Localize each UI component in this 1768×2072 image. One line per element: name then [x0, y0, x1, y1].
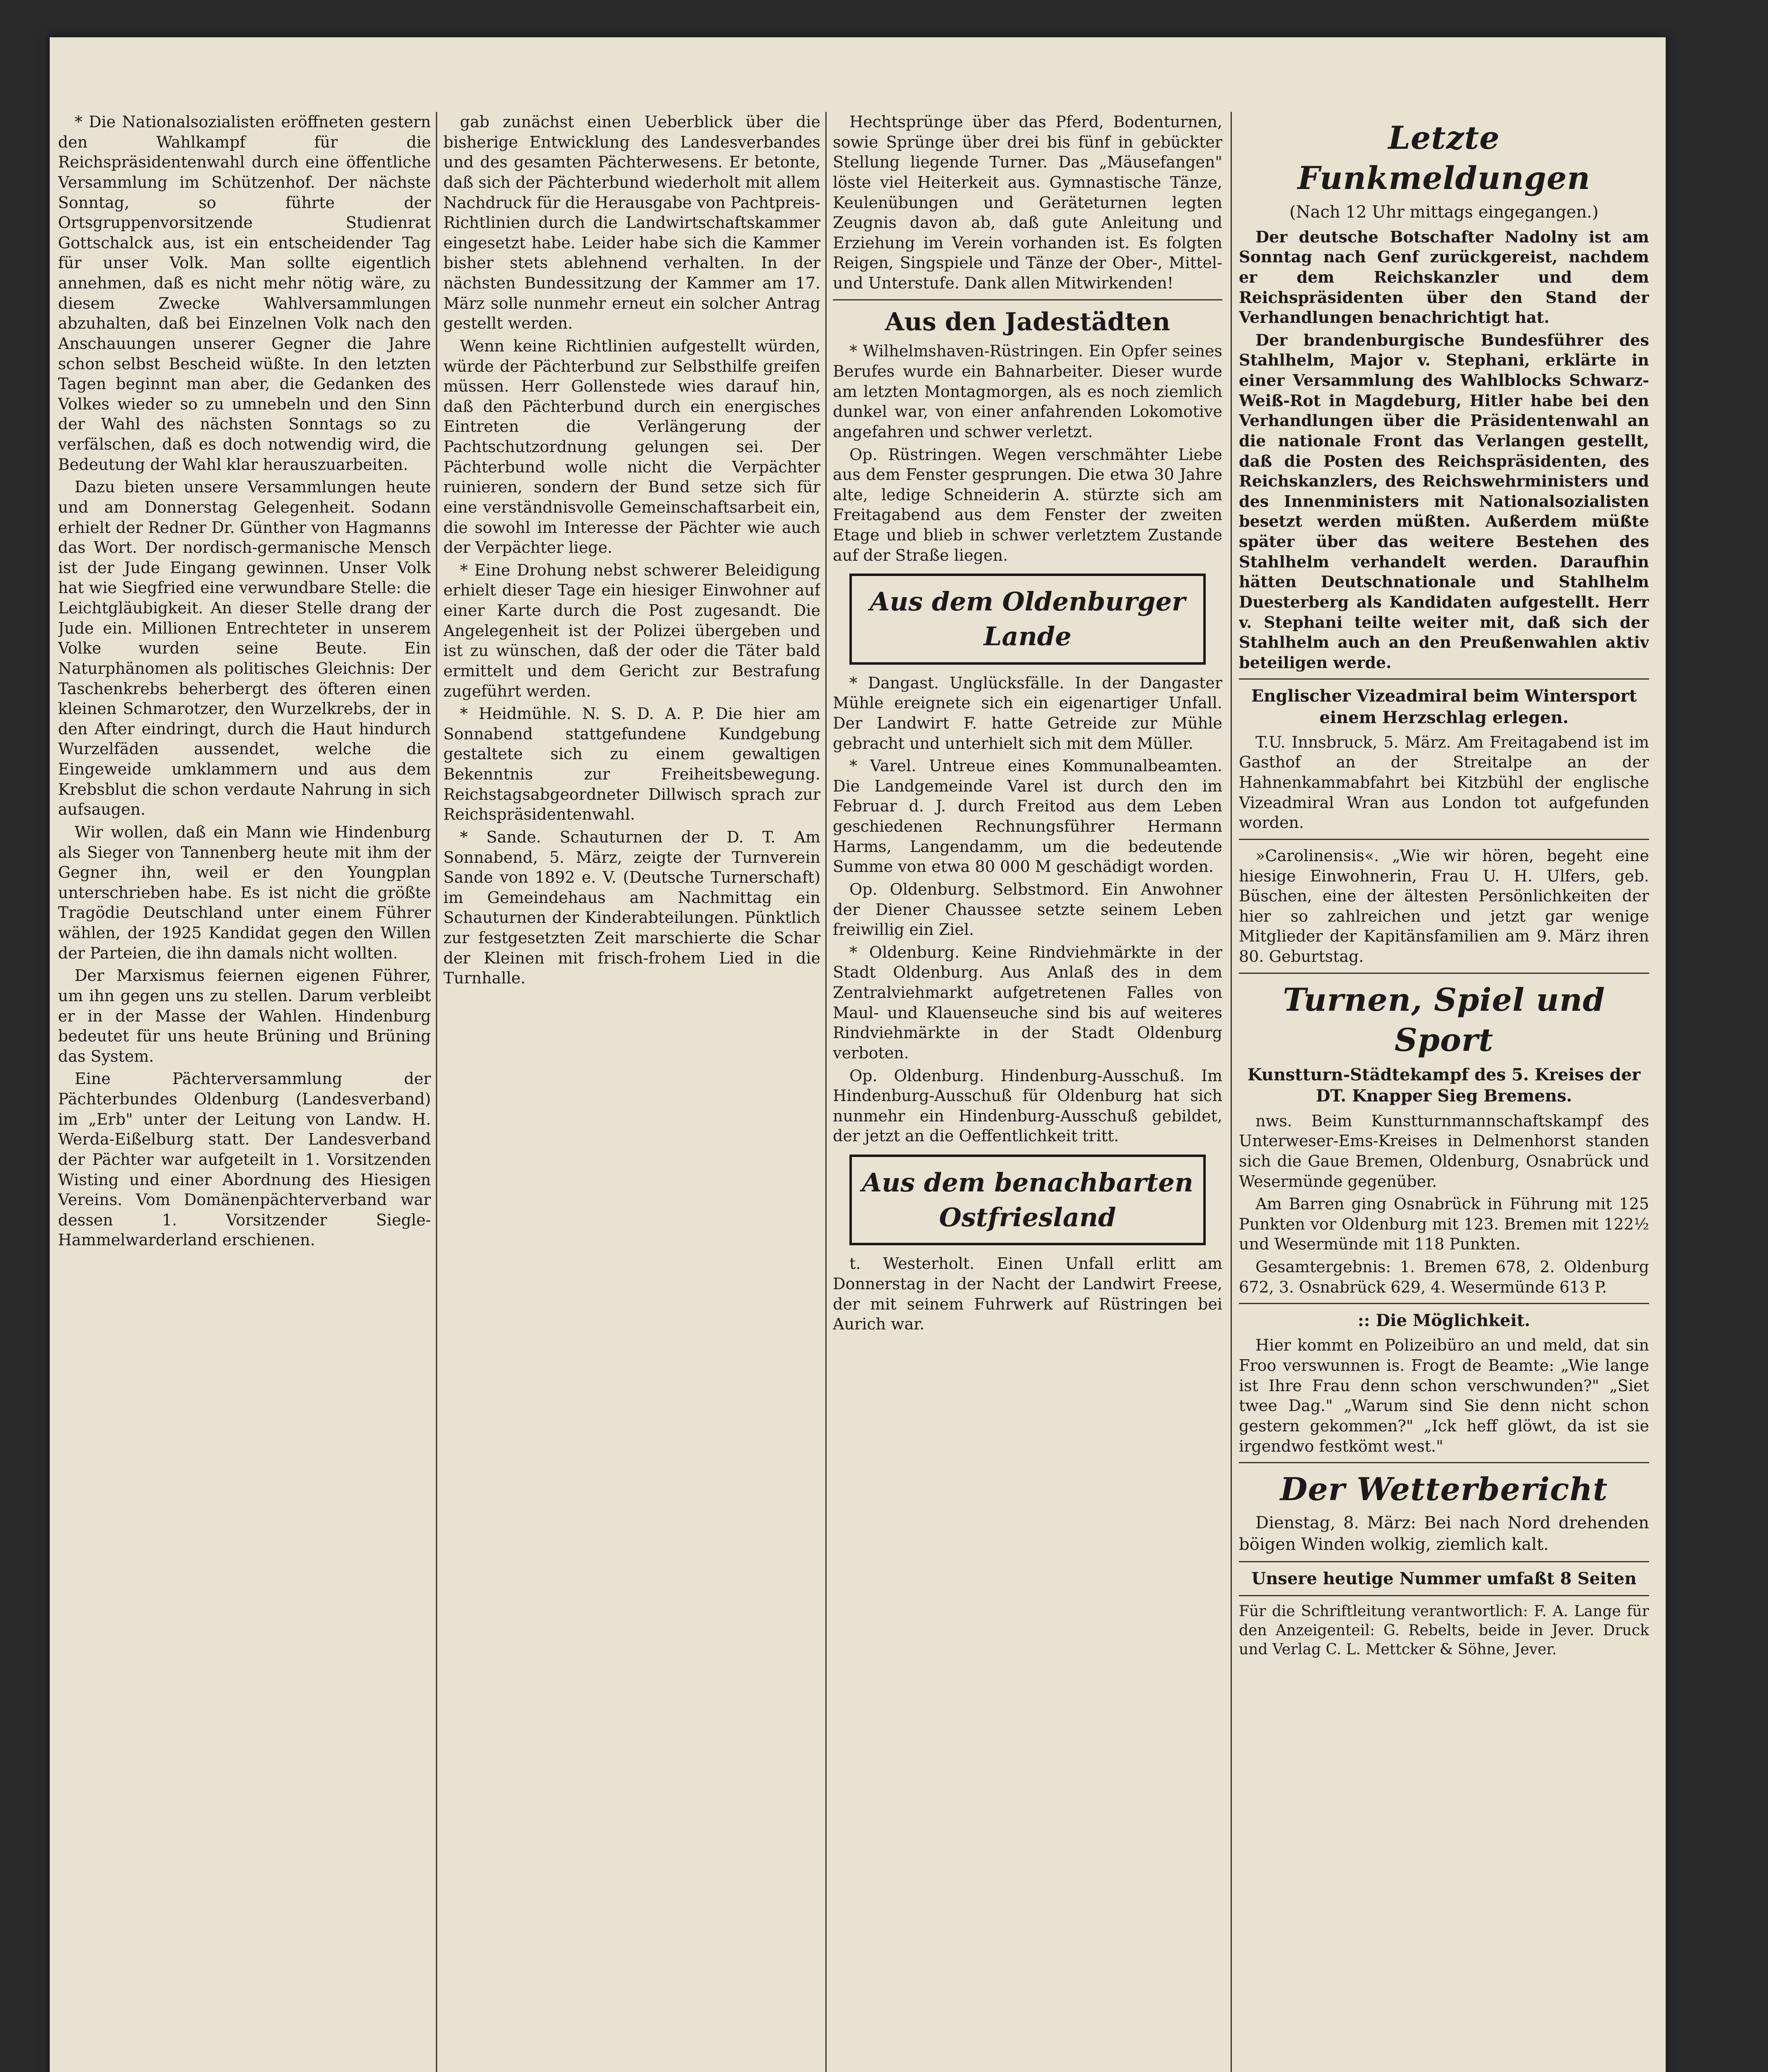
- article-paragraph: Op. Rüstringen. Wegen verschmähter Liebe aus dem Fenster gesprungen. Die etwa 30 Jahre alte, ledige Schneiderin A. stürzte sich am Freitagabend aus dem Fenster der zweiten Etage und blieb in schwer verletztem Zustande auf der Straße liegen.: [833, 445, 1222, 564]
- section-heading-wetter: Der Wetterbericht: [1280, 1471, 1608, 1508]
- article-paragraph: * Die Nationalsozialisten eröffneten gestern den Wahlkampf für die Reichspräsidentenwahl durch eine öffentliche Versammlung im Schützenhof. Der nächste Sonntag, so führte der Ortsgruppenvorsitzende Studienrat Gottschalck aus, ist ein entscheidender Tag für unser Volk. Man sollte eigentlich annehmen, daß es nicht mehr nötig wäre, zu diesem Zwecke Wahlversammlungen abzuhalten, daß bei Einzelnen Volk nach den Anschauungen unserer Gegner die Jahre schon selbst Bescheid wüßte. In den letzten Tagen beginnt man aber, die Gedanken des Volkes wieder so zu umnebeln und den Sinn der Wahl des nächsten Sonntags so zu verfälschen, daß es doch notwendig wird, die Bedeutung der Wahl klar herauszuarbeiten.: [58, 113, 431, 474]
- article-paragraph: Am Barren ging Osnabrück in Führung mit 125 Punkten vor Oldenburg mit 123. Bremen mit 122½ und Wesermünde mit 118 Punkten.: [1239, 1195, 1649, 1254]
- column-3: [833, 112, 1222, 2072]
- article-paragraph: Eine Pächterversammlung der Pächterbundes Oldenburg (Landesverband) im „Erb" unter der Leitung von Landw. H. Werda-Eißelburg statt. Der Landesverband der Pächter war aufgeteilt in 1. Vorsitzenden Wisting und einer Abordnung des Hiesigen Vereins. Vom Domänenpächterverband war dessen 1. Vorsitzender Siegle-Hammelwarderland erschienen.: [58, 1070, 431, 1249]
- article-paragraph: Gesamtergebnis: 1. Bremen 678, 2. Oldenburg 672, 3. Osnabrück 629, 4. Wesermünde 613 P.: [1239, 1258, 1649, 1296]
- divider: [1239, 678, 1649, 680]
- divider: [1239, 1462, 1649, 1463]
- article-paragraph: t. Westerholt. Einen Unfall erlitt am Donnerstag in der Nacht der Landwirt Freese, der mit seinem Fuhrwerk auf Rüstringen bei Aurich war.: [833, 1254, 1222, 1334]
- column-rule: [1231, 112, 1232, 2072]
- article-paragraph: * Wilhelmshaven-Rüstringen. Ein Opfer seines Berufes wurde ein Bahnarbeiter. Dieser wurde am letzten Montagmorgen, als es noch ziemlich dunkel war, von einer anfahrenden Lokomotive angefahren und schwer verletzt.: [833, 342, 1222, 441]
- news-item: Der deutsche Botschafter Nadolny ist am Sonntag nach Genf zurückgereist, nachdem er dem Reichskanzler und dem Reichspräsidenten über den Stand der Verhandlungen benachrichtigt hat.: [1239, 227, 1649, 327]
- section-box-ostfriesland: Aus dem benachbarten Ostfriesland: [849, 1155, 1206, 1245]
- article-paragraph: Wenn keine Richtlinien aufgestellt würden, würde der Pächterbund zur Selbsthilfe greifen müssen. Herr Gollenstede wies darauf hin, daß den Pächterbund durch ein energisches Eintreten die Verlängerung der Pachtschutzordnung gelungen sei. Der Pächterbund wolle nicht die Verpächter ruinieren, sondern der Bund setze sich für eine verständnisvolle Gemeinschaftsarbeit ein, die sowohl im Interesse der Pächter wie auch der Verpächter liege.: [443, 336, 820, 557]
- article-paragraph: T.U. Innsbruck, 5. März. Am Freitagabend ist im Gasthof an der Streitalpe an der Hahnenkammabfahrt bei Kitzbühl der englische Vizeadmiral Wran aus London tot aufgefunden worden.: [1239, 733, 1649, 832]
- divider: [1239, 973, 1649, 974]
- divider: [1239, 839, 1649, 840]
- article-paragraph: Hechtsprünge über das Pferd, Bodenturnen, sowie Sprünge über drei bis fünf in gebückter Stellung liegende Turner. Das „Mäusefangen" löste viel Heiterkeit aus. Gymnastische Tänze, Keulenübungen und Geräteturnen legten Zeugnis davon ab, daß gute Anleitung und Erziehung im Verein vorhanden ist. Es folgten Reigen, Singspiele und Tänze der Ober-, Mittel- und Unterstufe. Dank allen Mitwirkenden!: [833, 113, 1222, 292]
- column-2: [443, 112, 820, 2072]
- article-paragraph: »Carolinensis«. „Wie wir hören, begeht eine hiesige Einwohnerin, Frau U. H. Ulfers, geb. Büschen, eine der ältesten Persönlichkeiten der hier so zahlreichen und jetzt gar wenige Mitglieder der Kapitänsfamilien am 9. März ihren 80. Geburtstag.: [1239, 846, 1649, 966]
- section-heading-moeglichkeit: :: Die Möglichkeit.: [1357, 1311, 1531, 1331]
- divider: [1239, 1303, 1649, 1304]
- article-paragraph: Hier kommt en Polizeibüro an und meld, dat sin Froo verswunnen is. Frogt de Beamte: „Wie lange ist Ihre Frau denn schon verschwunden?" „Siet twee Dag." „Warum sind Sie denn nicht schon gestern gekommen?" „Ick heff glöwt, da ist sie irgendwo festkömt west.": [1239, 1336, 1649, 1455]
- divider: [1239, 1561, 1649, 1562]
- article-headline: Kunstturn-Städtekampf des 5. Kreises der DT. Knapper Sieg Bremens.: [1247, 1065, 1641, 1106]
- article-paragraph: * Dangast. Unglücksfälle. In der Dangaster Mühle ereignete sich ein eigenartiger Unfall. Der Landwirt F. hatte Getreide zur Mühle gebracht und unterhielt sich mit dem Müller.: [833, 673, 1222, 753]
- article-paragraph: * Eine Drohung nebst schwerer Beleidigung erhielt dieser Tage ein hiesiger Einwohner auf einer Karte durch die Post zugesandt. Die Angelegenheit ist der Polizei übergeben und ist zu wünschen, daß der oder die Täter bald ermittelt und dem Gericht zur Bestrafung zugeführt werden.: [443, 561, 820, 700]
- article-paragraph: * Varel. Untreue eines Kommunalbeamten. Die Landgemeinde Varel ist durch den im Februar d. J. durch Freitod aus dem Leben geschiedenen Rechnungsführer Hermann Harms, Langendamm, um die bedeutende Summe von etwa 80 000 M geschädigt worden.: [833, 757, 1222, 876]
- section-box-oldenburger-lande: Aus dem Oldenburger Lande: [849, 574, 1206, 664]
- column-rule: [825, 112, 827, 2072]
- article-paragraph: * Sande. Schauturnen der D. T. Am Sonnabend, 5. März, zeigte der Turnverein Sande von 1892 e. V. (Deutsche Turnerschaft) im Gemeindehaus am Nachmittag ein Schauturnen der Kinderabteilungen. Pünktlich zur festgesetzten Zeit marschierte die Schar der Kleinen mit frisch-frohem Lied in die Turnhalle.: [443, 828, 820, 988]
- column-rule: [436, 112, 437, 2072]
- article-headline: Englischer Vizeadmiral beim Wintersport einem Herzschlag erlegen.: [1251, 686, 1637, 727]
- issue-note: Unsere heutige Nummer umfaßt 8 Seiten: [1251, 1569, 1637, 1588]
- column-4: [1239, 112, 1649, 2072]
- divider: [833, 299, 1222, 300]
- column-1: [58, 112, 431, 2072]
- section-heading-sport: Turnen, Spiel und Sport: [1283, 981, 1605, 1058]
- news-item: Der brandenburgische Bundesführer des Stahlhelm, Major v. Stephani, erklärte in einer Versammlung des Wahlblocks Schwarz-Weiß-Rot in Magdeburg, Hitler habe bei den Verhandlungen über die Präsidentenwahl an die nationale Front das Verlangen gestellt, daß die Posten des Reichspräsidenten, des Reichskanzlers, des Reichswehrministers und des Innenministers mit Nationalsozialisten besetzt werden müßten. Außerdem müßte später über das weitere Bestehen des Stahlhelm verhandelt werden. Daraufhin hätten Deutschnationale und Stahlhelm Duesterberg als Kandidaten aufgestellt. Herr v. Stephani teilte weiter mit, daß sich der Stahlhelm auch an den Preußenwahlen aktiv beteiligen werde.: [1239, 330, 1649, 672]
- newspaper-page: [50, 37, 1666, 2072]
- article-paragraph: Wir wollen, daß ein Mann wie Hindenburg als Sieger von Tannenberg heute mit ihm der Gegner ihn, weil er den Youngplan unterschrieben habe. Es ist nicht die größte Tragödie Deutschland unter einem Führer wählen, der 1925 Kandidat gegen den Willen der Parteien, die ihn damals nicht wollten.: [58, 823, 431, 962]
- article-paragraph: Op. Oldenburg. Selbstmord. Ein Anwohner der Diener Chaussee setzte seinem Leben freiwillig ein Ziel.: [833, 880, 1222, 939]
- article-paragraph: Dazu bieten unsere Versammlungen heute und am Donnerstag Gelegenheit. Sodann erhielt der Redner Dr. Günther von Hagmanns das Wort. Der nordisch-germanische Mensch ist der Jude Eingang gewinnen. Unser Volk hat wie Siegfried eine verwundbare Stelle: die Leichtgläubigkeit. An dieser Stelle drang der Jude ein. Millionen Entrechteter in unserem Volke wurden seine Beute. Ein Naturphänomen als politisches Gleichnis: Der Taschenkrebs beherbergt des öfteren einen kleinen Schmarotzer, den Wurzelkrebs, der in den After eindringt, durch die Haut hindurch Wurzelfäden aussendet, welche die Eingeweide umklammern und aus dem Krebsblut die schon verdaute Nahrung in sich aufsaugen.: [58, 478, 431, 819]
- article-paragraph: gab zunächst einen Ueberblick über die bisherige Entwicklung des Landesverbandes und des gesamten Pächterwesens. Er betonte, daß sich der Pächterbund wiederholt mit allem Nachdruck für die Herausgabe von Pachtpreis-Richtlinien durch die Landwirtschaftskammer eingesetzt habe. Leider habe sich die Kammer bisher stets ablehnend verhalten. In der nächsten Bundessitzung der Kammer am 17. März solle nunmehr erneut ein solcher Antrag gestellt werden.: [443, 113, 820, 333]
- article-paragraph: * Heidmühle. N. S. D. A. P. Die hier am Sonnabend stattgefundene Kundgebung gestaltete sich zu einem gewaltigen Bekenntnis zur Freiheitsbewegung. Reichstagsabgeordneter Dillwisch sprach zur Reichspräsidentenwahl.: [443, 704, 820, 824]
- divider: [1239, 1595, 1649, 1596]
- article-paragraph: Der Marxismus feiernen eigenen Führer, um ihn gegen uns zu stellen. Darum verbleibt er in der Masse der Wahlen. Hindenburg bedeutet für uns heute Brüning und Brüning das System.: [58, 966, 431, 1065]
- section-subheading: (Nach 12 Uhr mittags eingegangen.): [1289, 202, 1599, 222]
- imprint: Für die Schriftleitung verantwortlich: F. A. Lange für den Anzeigenteil: G. Rebelts, beide in Jever. Druck und Verlag C. L. Mettcker & Söhne, Jever.: [1239, 1603, 1649, 1658]
- article-paragraph: nws. Beim Kunstturnmannschaftskampf des Unterweser-Ems-Kreises in Delmenhorst standen sich die Gaue Bremen, Oldenburg, Osnabrück und Wesermünde gegenüber.: [1239, 1111, 1649, 1191]
- weather-report: Dienstag, 8. März: Bei nach Nord drehenden böigen Winden wolkig, ziemlich kalt.: [1239, 1513, 1649, 1554]
- section-heading-funkmeldungen: Letzte Funkmeldungen: [1297, 119, 1591, 197]
- article-paragraph: * Oldenburg. Keine Rindviehmärkte in der Stadt Oldenburg. Aus Anlaß des in dem Zentralviehmarkt aufgetretenen Falles von Maul- und Klauenseuche sind bis auf weiteres Rindviehmärkte in der Stadt Oldenburg verboten.: [833, 943, 1222, 1062]
- article-paragraph: Op. Oldenburg. Hindenburg-Ausschuß. Im Hindenburg-Ausschuß für Oldenburg hat sich nunmehr ein Hindenburg-Ausschuß gebildet, der jetzt an die Oeffentlichkeit tritt.: [833, 1066, 1222, 1145]
- section-heading-jadestaedten: Aus den Jadestädten: [885, 307, 1171, 336]
